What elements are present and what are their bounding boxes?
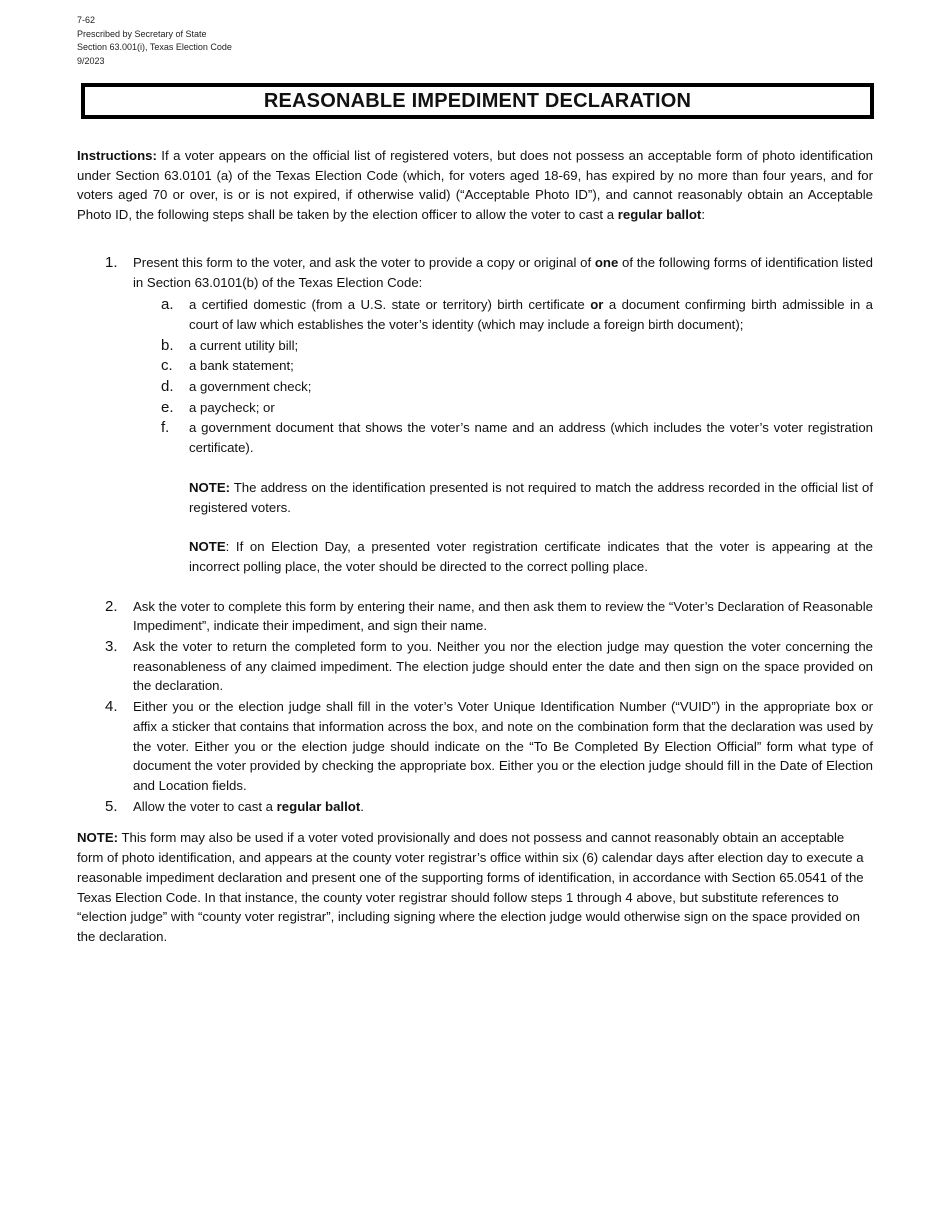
step-number: 2. <box>105 597 118 615</box>
sub-a-pre: a certified domestic (from a U.S. state or territory) birth certificate <box>189 297 591 313</box>
step-text <box>133 253 873 292</box>
instructions-text: If a voter appears on the official list of registered voters, but does not possess an acceptable form of photo identification under Section 63.0101 (a) of the Texas Election Code (which, for voters aged 18-69, has expired by no more than four years, and for voters aged 70 or over, is or is not expired, if otherwise valid) (“Acceptable Photo ID”), and cannot reasonably obtain an Acceptable Photo ID, the following steps shall be taken by the election officer to allow the voter to cast a <box>77 148 873 223</box>
sub-text: a current utility bill; <box>189 337 299 353</box>
polling-place-note <box>133 537 873 576</box>
id-form-e <box>133 398 873 418</box>
sub-letter: d. <box>161 378 174 396</box>
sub-text: a government check; <box>189 379 312 395</box>
id-form-f <box>133 418 873 457</box>
id-form-c <box>133 356 873 376</box>
sub-text: a bank statement; <box>189 358 294 374</box>
step-5-post: . <box>360 798 364 814</box>
step-1-post: of the following forms of identification listed in Section 63.0101(b) of the Texas Election Code: <box>133 254 873 290</box>
step-number: 1. <box>105 253 118 271</box>
step-5-bold: regular ballot <box>276 798 361 814</box>
page-title <box>81 83 874 119</box>
page-title-text: REASONABLE IMPEDIMENT DECLARATION <box>263 89 692 112</box>
address-note <box>133 478 873 517</box>
prescribed-by: Prescribed by Secretary of State <box>77 28 207 39</box>
sub-letter: f. <box>161 419 170 437</box>
form-date: 9/2023 <box>77 55 105 66</box>
note-text: : If on Election Day, a presented voter registration certificate indicates that the voter is appearing at the incorrect polling place, the voter should be directed to the correct polling place. <box>189 539 873 574</box>
note-text: The address on the identification presented is not required to match the address recorded in the official list of registered voters. <box>189 479 873 515</box>
step-text: Ask the voter to complete this form by entering their name, and then ask them to review the “Voter’s Declaration of Reasonable Impediment”, indicate their impediment, and sign their name. <box>133 598 873 634</box>
step-number: 4. <box>105 698 118 716</box>
sub-letter: a. <box>161 296 174 314</box>
id-forms-list <box>133 295 873 458</box>
sub-letter: e. <box>161 398 174 416</box>
sub-a-post: a document confirming birth admissible in a court of law which establishes the voter’s identity (which may include a foreign birth document); <box>189 297 873 332</box>
steps-list <box>77 253 873 817</box>
final-note-text: This form may also be used if a voter voted provisionally and does not possess and cannot reasonably obtain an acceptable form of photo identification, and appears at the county voter registrar’s office within six (6) calendar days after election day to execute a reasonable impediment declaration and present one of the supporting forms of identification, in accordance with Section 65.0541 of the Texas Election Code. In that instance, the county voter registrar should follow steps 1 through 4 above, but substitute references to “election judge” with “county voter registrar”, including signing where the election judge would otherwise sign on the space provided on the declaration. <box>77 830 864 944</box>
form-header-meta <box>77 14 232 68</box>
instructions-paragraph <box>77 146 873 225</box>
id-form-d <box>133 377 873 397</box>
step-number: 5. <box>105 797 118 815</box>
step-number: 3. <box>105 638 118 656</box>
note-label: NOTE <box>189 539 226 555</box>
step-3 <box>77 637 873 696</box>
sub-text: a paycheck; or <box>189 399 275 415</box>
form-number: 7-62 <box>77 15 96 25</box>
instructions-end: : <box>701 207 705 223</box>
step-5 <box>77 797 873 817</box>
step-1 <box>77 253 873 577</box>
final-note-label: NOTE: <box>77 830 119 846</box>
code-section: Section 63.001(i), Texas Election Code <box>77 42 232 52</box>
form-instructions-body <box>77 146 873 960</box>
sub-a-bold: or <box>590 297 604 313</box>
id-form-b <box>133 336 873 356</box>
sub-text: a government document that shows the voter’s name and an address (which includes the voter’s voter registration certificate). <box>189 420 873 456</box>
instructions-bold-end: regular ballot <box>617 207 702 223</box>
note-label: NOTE: <box>189 479 231 495</box>
instructions-label: Instructions: <box>77 148 157 163</box>
step-5-pre: Allow the voter to cast a <box>133 798 277 814</box>
sub-letter: c. <box>161 357 173 375</box>
provisional-voter-note <box>77 828 873 946</box>
step-text: Ask the voter to return the completed form to you. Neither you nor the election judge may question the voter concerning the reasonableness of any claimed impediment. The election judge should enter the date and then sign on the space provided on the declaration. <box>133 639 873 694</box>
step-4 <box>77 697 873 796</box>
step-1-bold: one <box>594 254 619 270</box>
id-form-a <box>133 295 873 334</box>
step-2 <box>77 597 873 636</box>
sub-letter: b. <box>161 336 174 354</box>
step-text: Either you or the election judge shall fill in the voter’s Voter Unique Identification Number (“VUID”) in the appropriate box or affix a sticker that contains that information across the box, and note on the combination form that the declaration was used by the voter. Either you or the election judge should indicate on the “To Be Completed By Election Official” form what type of document the voter provided by checking the appropriate box. Either you or the election judge should fill in the Date of Election and Location fields. <box>133 699 873 793</box>
step-1-pre: Present this form to the voter, and ask the voter to provide a copy or original of <box>133 254 595 270</box>
